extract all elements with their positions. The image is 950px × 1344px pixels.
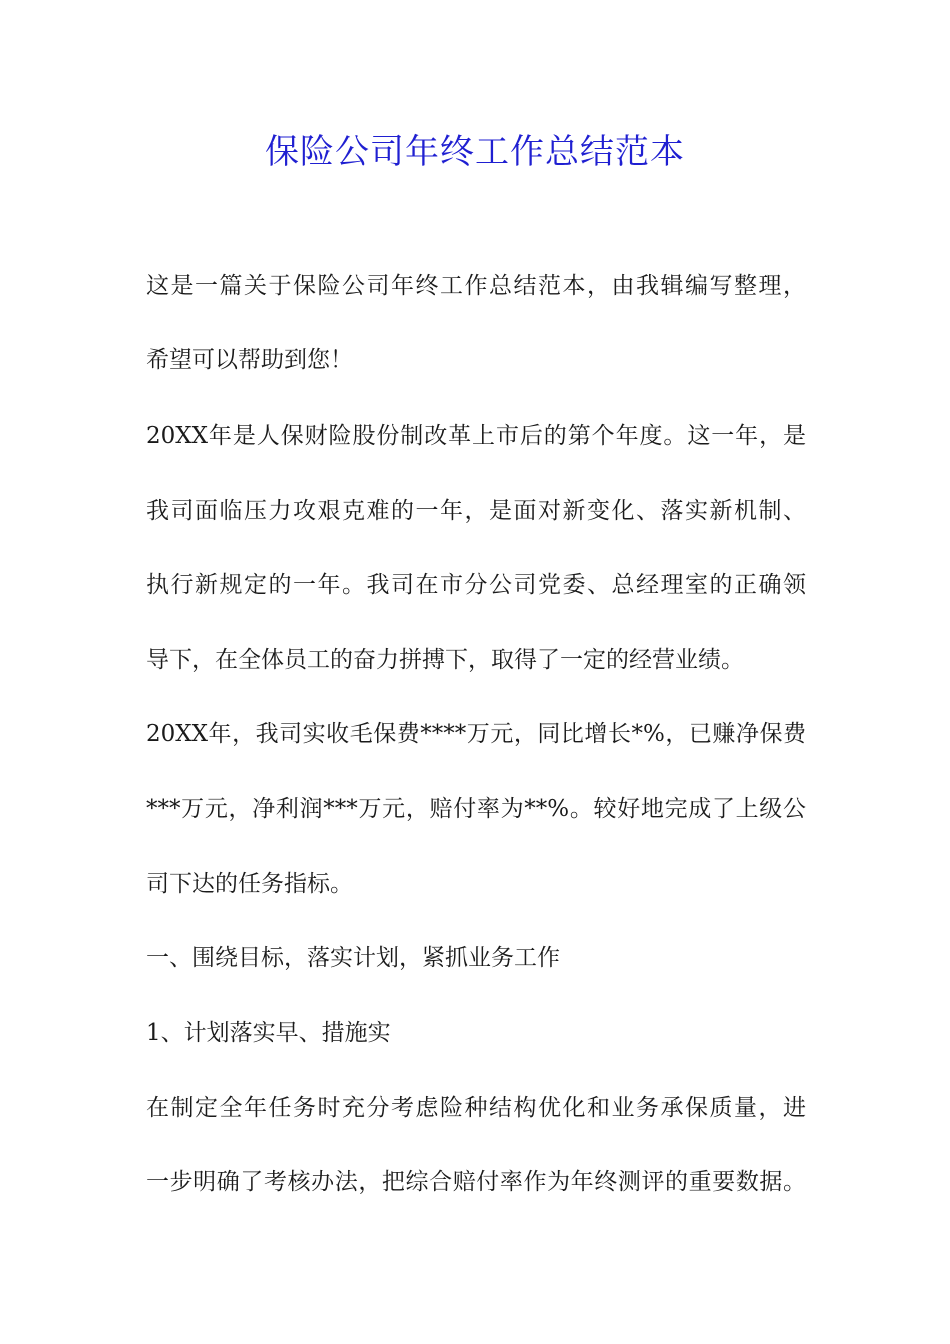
paragraph-line: 20XX年，我司实收毛保费****万元，同比增长*%，已赚净保费 [146, 721, 806, 747]
paragraph-line: 希望可以帮助到您！ [146, 347, 353, 373]
paragraph-line: 这是一篇关于保险公司年终工作总结范本，由我辑编写整理， [146, 273, 806, 299]
subsection-heading: 1、计划落实早、措施实 [146, 1020, 391, 1046]
paragraph-line: ***万元，净利润***万元，赔付率为**%。较好地完成了上级公 [146, 796, 806, 822]
paragraph-line: 20XX年是人保财险股份制改革上市后的第个年度。这一年，是 [146, 423, 806, 449]
document-title: 保险公司年终工作总结范本 [265, 132, 685, 172]
paragraph-line: 我司面临压力攻艰克难的一年，是面对新变化、落实新机制、 [146, 498, 806, 524]
paragraph-line: 司下达的任务指标。 [146, 871, 353, 897]
section-heading: 一、围绕目标，落实计划，紧抓业务工作 [146, 945, 560, 971]
paragraph-line: 一步明确了考核办法，把综合赔付率作为年终测评的重要数据。 [146, 1169, 806, 1195]
paragraph-line: 在制定全年任务时充分考虑险种结构优化和业务承保质量，进 [146, 1095, 806, 1121]
paragraph-line: 执行新规定的一年。我司在市分公司党委、总经理室的正确领 [146, 572, 806, 598]
paragraph-line: 导下，在全体员工的奋力拼搏下，取得了一定的经营业绩。 [146, 647, 744, 673]
